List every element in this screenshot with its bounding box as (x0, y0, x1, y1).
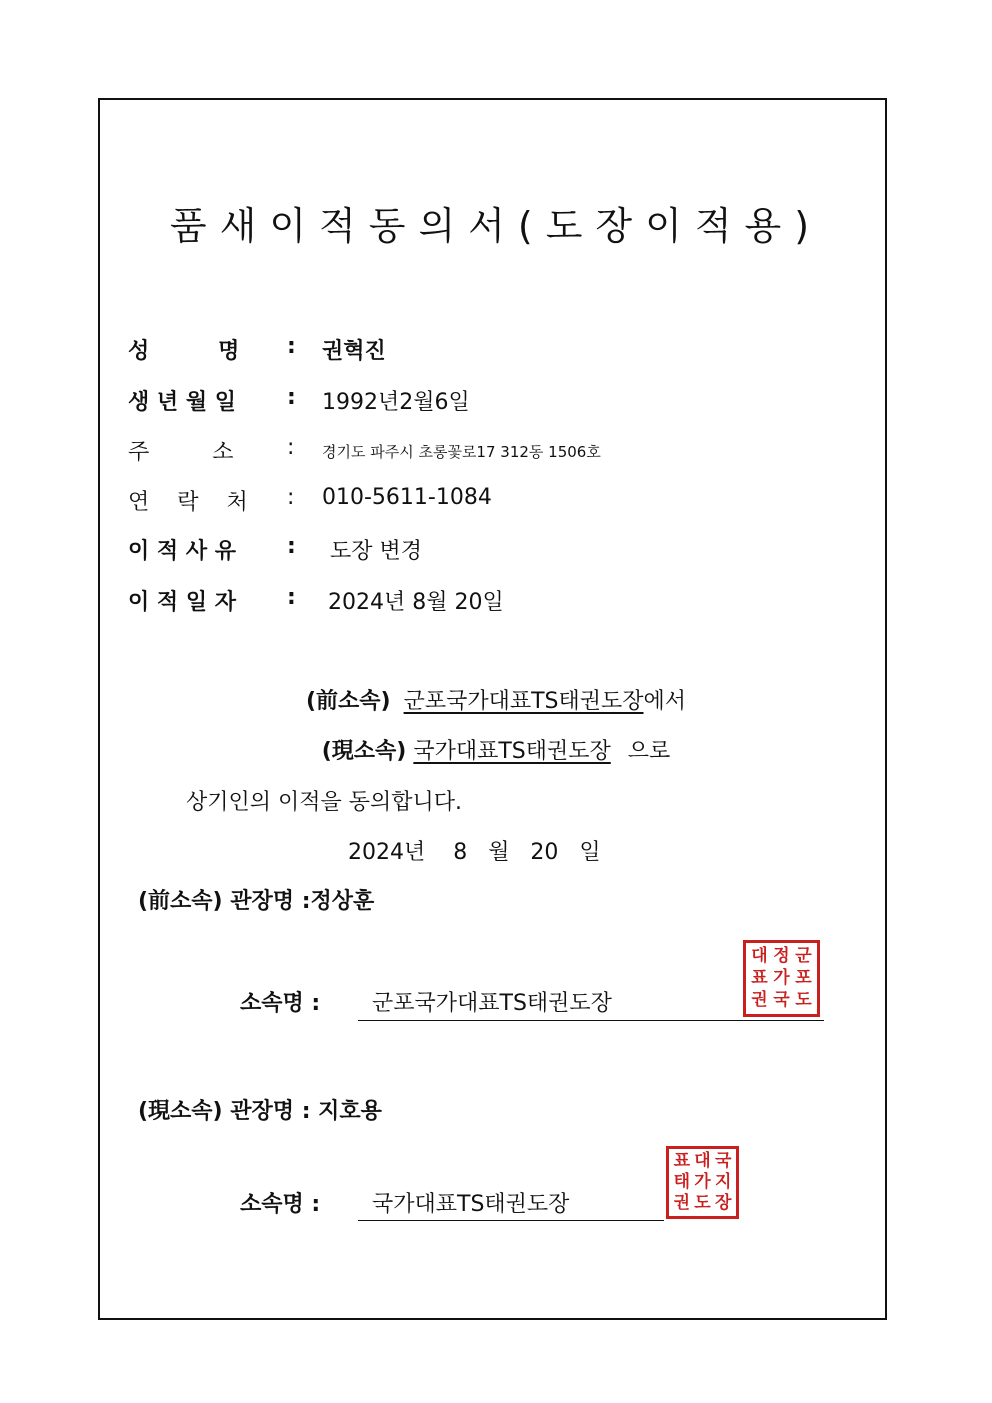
seal-char: 도 (795, 990, 812, 1010)
cur-affiliation-name: 국가대표TS태권도장 (413, 739, 611, 764)
field-label: 이 적 일 자 (128, 590, 236, 615)
cur-affiliation-suffix: 으로 (627, 739, 671, 764)
seal-char: 권 (751, 990, 768, 1010)
seal-char: 대 (751, 946, 768, 966)
field-value: 도장 변경 (330, 539, 423, 564)
prev-gym-signature-line (358, 1020, 824, 1021)
seal-char: 표 (673, 1151, 691, 1172)
field-colon: : (287, 385, 296, 410)
field-label: 성 명 (128, 339, 240, 364)
prev-affiliation-prefix: (前소속) (305, 689, 391, 714)
consent-statement: 상기인의 이적을 동의합니다. (186, 790, 463, 815)
field-colon: : (287, 435, 295, 460)
seal-char: 가 (773, 968, 790, 988)
field-value: 010-5611-1084 (322, 485, 492, 510)
field-colon: : (287, 485, 295, 510)
field-colon: : (287, 534, 296, 559)
transfer-from-line (0, 684, 992, 715)
seal-char: 장 (714, 1192, 732, 1213)
prev-gym-seal (743, 940, 820, 1017)
field-value: 경기도 파주시 초롱꽃로17 312동 1506호 (322, 443, 601, 461)
seal-char: 정 (773, 946, 790, 966)
seal-char: 군 (795, 946, 812, 966)
prev-affiliation-name: 군포국가대표TS태권도장 (403, 689, 644, 714)
document-title: 품새이적동의서(도장이적용) (169, 204, 823, 248)
prev-gym-affiliation-name: 군포국가대표TS태권도장 (372, 991, 612, 1016)
prev-affiliation-suffix: 에서 (643, 689, 687, 714)
cur-gym-seal (666, 1146, 739, 1219)
seal-char: 지 (714, 1171, 732, 1192)
transfer-to-line (0, 734, 992, 765)
cur-gym-signature-line (358, 1220, 664, 1221)
seal-char: 표 (751, 968, 768, 988)
field-value: 권혁진 (322, 339, 386, 364)
cur-gym-header: (現소속) 관장명 : 지호용 (138, 1099, 382, 1124)
field-label: 주 소 (128, 440, 234, 465)
field-label: 이 적 사 유 (128, 539, 236, 564)
seal-char: 가 (694, 1171, 711, 1192)
field-value: 1992년2월6일 (322, 390, 470, 415)
seal-char: 국 (773, 990, 790, 1010)
seal-char: 포 (795, 968, 812, 988)
cur-affiliation-prefix: (現소속) (321, 739, 407, 764)
seal-char: 국 (714, 1151, 732, 1172)
document-date: 2024년 8 월 20 일 (348, 840, 601, 865)
prev-gym-header: (前소속) 관장명 :정상훈 (138, 889, 375, 914)
field-label: 생 년 월 일 (128, 390, 236, 415)
seal-char: 권 (673, 1192, 691, 1213)
field-colon: : (287, 585, 296, 610)
field-colon: : (287, 334, 296, 359)
field-label: 연 락 처 (128, 490, 248, 515)
seal-char: 대 (694, 1151, 711, 1172)
cur-gym-affiliation-name: 국가대표TS태권도장 (372, 1192, 570, 1217)
seal-char: 도 (694, 1192, 711, 1213)
prev-gym-affiliation-label: 소속명 : (240, 991, 321, 1016)
field-value: 2024년 8월 20일 (328, 590, 504, 615)
cur-gym-affiliation-label: 소속명 : (240, 1192, 321, 1217)
seal-char: 태 (673, 1171, 691, 1192)
